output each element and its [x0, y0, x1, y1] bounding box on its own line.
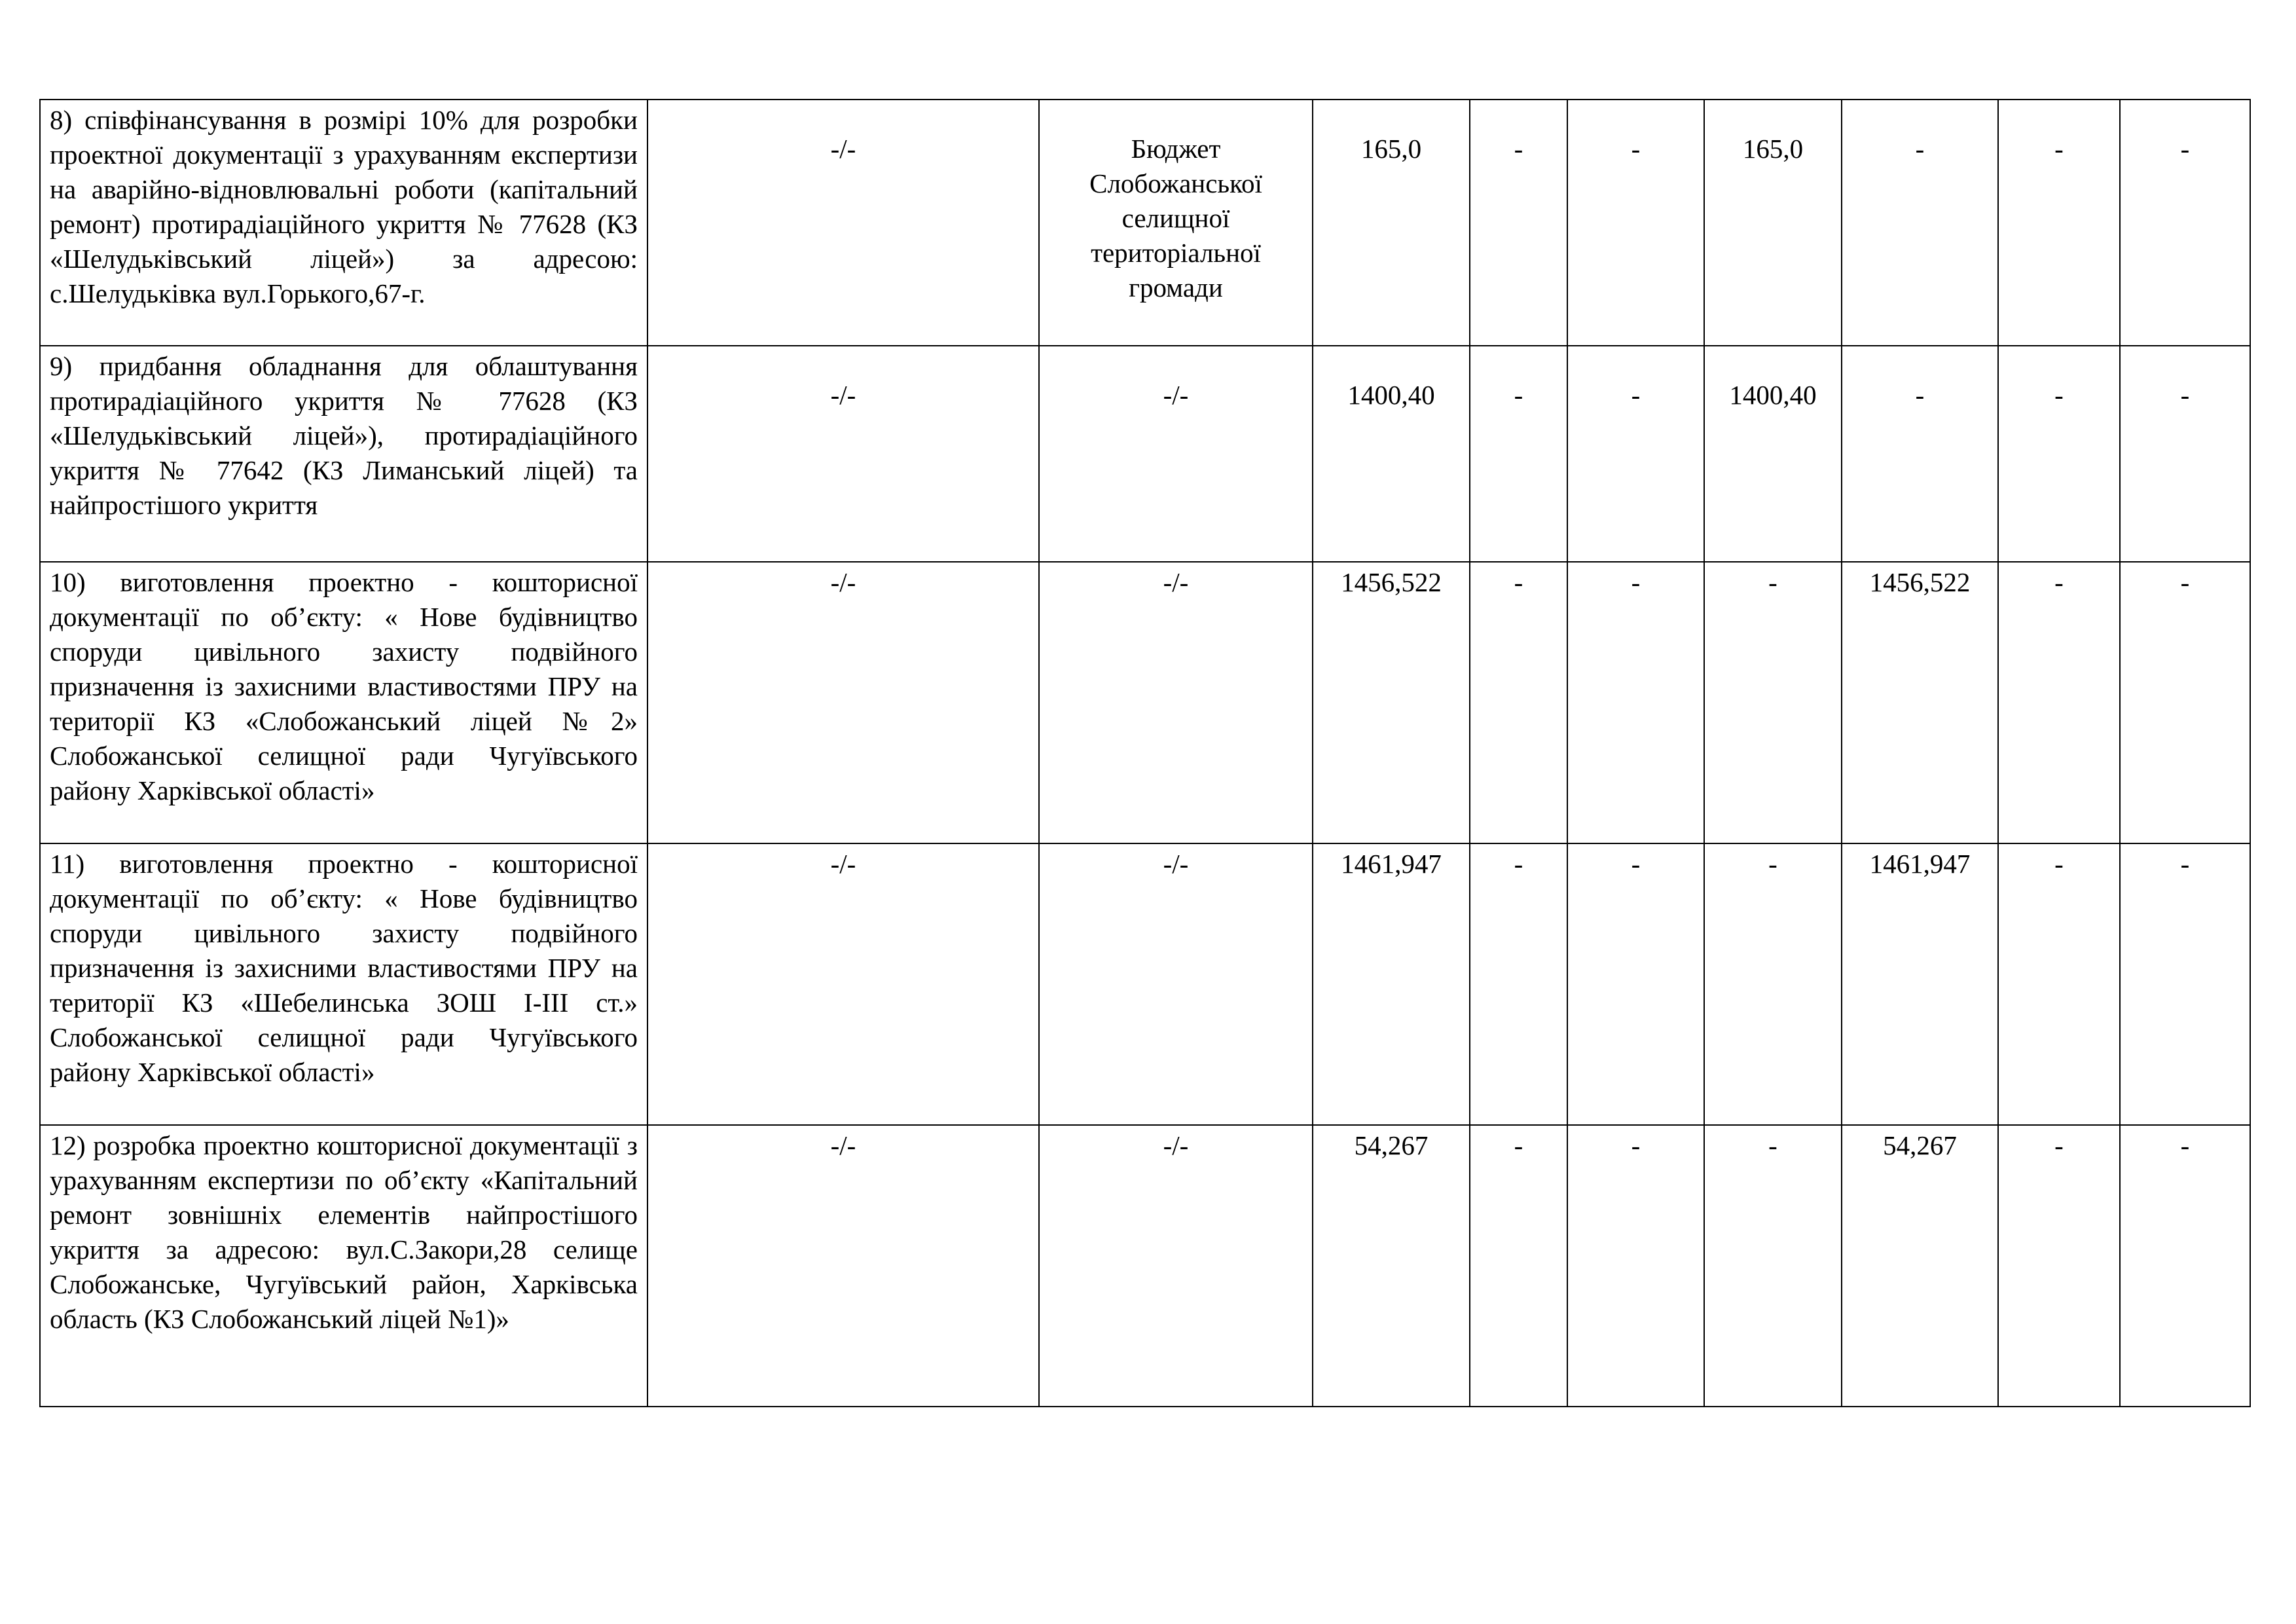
year-amount-cell: - [1704, 1125, 1842, 1407]
year-amount-cell: - [2120, 346, 2250, 562]
total-amount-cell: 1456,522 [1313, 562, 1470, 843]
year-amount-cell: - [1998, 562, 2120, 843]
measure-description: 12) розробка проектно кошторисної документації з урахуванням експертизи по об’єкту «Капітальний ремонт зовнішніх елементів найпростішого укриття за адресою: вул.С.Закори,28 селище Слобожанське, Чугуївський район, Харківська область (КЗ Слобожанський ліцей №1)» [40, 1125, 647, 1407]
year-amount-cell: - [1998, 843, 2120, 1125]
year-amount-cell: - [1842, 346, 1998, 562]
year-amount-cell: - [1998, 1125, 2120, 1407]
measure-description: 8) співфінансування в розмірі 10% для розробки проектної документації з урахуванням експертизи на аварійно-відновлювальні роботи (капітальний ремонт) протирадіаційного укриття № 77628 (КЗ «Шелудьківський ліцей») за адресою: с.Шелудьківка вул.Горького,67-г. [40, 100, 647, 346]
year-amount-cell: - [1842, 100, 1998, 346]
total-amount-cell: 54,267 [1313, 1125, 1470, 1407]
measure-description: 11) виготовлення проектно - кошторисної документації по об’єкту: « Нове будівництво споруди цивільного захисту подвійного призначення із захисними властивостями ПРУ на території КЗ «Шебелинська ЗОШ І-ІІІ ст.» Слобожанської селищної ради Чугуївського району Харківської області» [40, 843, 647, 1125]
year-amount-cell: 54,267 [1842, 1125, 1998, 1407]
table-row [40, 843, 2250, 1125]
executor-cell: -/- [647, 1125, 1039, 1407]
table-row [40, 346, 2250, 562]
year-amount-cell: - [1470, 346, 1567, 562]
year-amount-cell: 1461,947 [1842, 843, 1998, 1125]
year-amount-cell: - [1470, 100, 1567, 346]
funding-source-cell: -/- [1039, 562, 1313, 843]
executor-cell: -/- [647, 100, 1039, 346]
table-row [40, 562, 2250, 843]
year-amount-cell: - [1998, 346, 2120, 562]
funding-source-cell: -/- [1039, 843, 1313, 1125]
year-amount-cell: - [1567, 1125, 1704, 1407]
year-amount-cell: - [1470, 1125, 1567, 1407]
year-amount-cell: - [1998, 100, 2120, 346]
year-amount-cell: - [1470, 562, 1567, 843]
year-amount-cell: - [1704, 843, 1842, 1125]
year-amount-cell: - [2120, 562, 2250, 843]
year-amount-cell: 1456,522 [1842, 562, 1998, 843]
measures-table [39, 99, 2251, 1407]
executor-cell: -/- [647, 562, 1039, 843]
measure-description: 10) виготовлення проектно - кошторисної документації по об’єкту: « Нове будівництво споруди цивільного захисту подвійного призначення із захисними властивостями ПРУ на території КЗ «Слобожанський ліцей №2» Слобожанської селищної ради Чугуївського району Харківської області» [40, 562, 647, 843]
year-amount-cell: - [2120, 100, 2250, 346]
total-amount-cell: 1400,40 [1313, 346, 1470, 562]
year-amount-cell: - [1567, 346, 1704, 562]
funding-source-cell: -/- [1039, 1125, 1313, 1407]
year-amount-cell: - [1567, 843, 1704, 1125]
total-amount-cell: 1461,947 [1313, 843, 1470, 1125]
year-amount-cell: - [1567, 562, 1704, 843]
total-amount-cell: 165,0 [1313, 100, 1470, 346]
table-row [40, 1125, 2250, 1407]
year-amount-cell: - [2120, 1125, 2250, 1407]
year-amount-cell: - [1567, 100, 1704, 346]
executor-cell: -/- [647, 346, 1039, 562]
year-amount-cell: - [1704, 562, 1842, 843]
funding-source-cell: -/- [1039, 346, 1313, 562]
year-amount-cell: 165,0 [1704, 100, 1842, 346]
measure-description: 9) придбання обладнання для облаштування протирадіаційного укриття № 77628 (КЗ «Шелудьківський ліцей»), протирадіаційного укриття № 77642 (КЗ Лиманський ліцей) та найпростішого укриття [40, 346, 647, 562]
executor-cell: -/- [647, 843, 1039, 1125]
table-row [40, 100, 2250, 346]
funding-source-cell: Бюджет Слобожанської селищної територіальної громади [1039, 100, 1313, 346]
year-amount-cell: - [1470, 843, 1567, 1125]
year-amount-cell: 1400,40 [1704, 346, 1842, 562]
year-amount-cell: - [2120, 843, 2250, 1125]
